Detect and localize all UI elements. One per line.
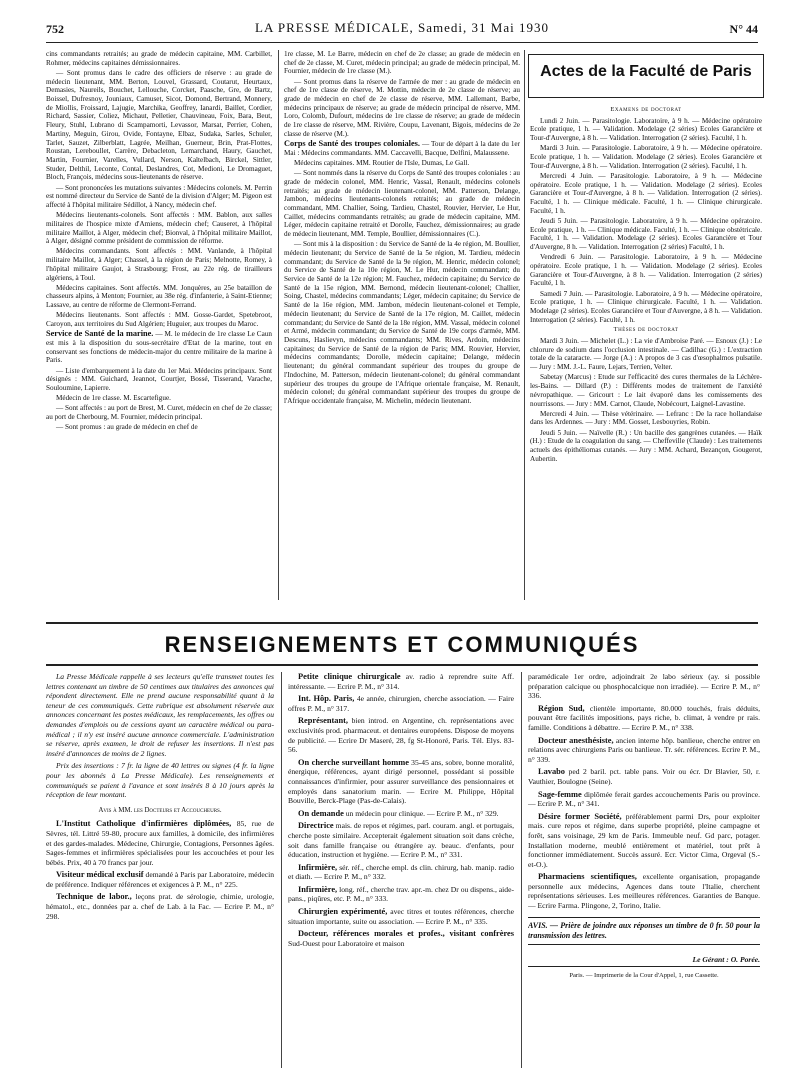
faculty-title-box bbox=[528, 54, 764, 98]
classified-ad bbox=[528, 704, 760, 733]
ad-title: L'Institut Catholique d'infirmières diplômées, bbox=[56, 819, 232, 829]
paragraph: — Sont prononcées les mutations suivantes : Médecins colonels. M. Perrin est nommé directeur du Service de Santé de la division d'Alger; M. Pigeon est affecté à l'hôpital militaire Sédillot, à Nancy, médecin chef. bbox=[46, 183, 272, 209]
classified-ad bbox=[288, 907, 514, 926]
ad-text: av. radio à reprendre suite Aff. intéressante. — Ecrire P. M., n° 314. bbox=[288, 672, 514, 691]
classified-ad bbox=[528, 790, 760, 809]
page-header bbox=[46, 18, 758, 43]
column-military-appointments bbox=[46, 50, 272, 598]
exam-entry: Vendredi 6 Juin. — Parasitologie. Laboratoire, à 9 h. — Médecine opératoire. Ecole pratique, 1 h. — Validation. Modelage (2 séries). Ecoles Garancière et Tour-d'Auvergne, à 8 h. — Validation. Interrogation (2 séries) Faculté, 1 h. bbox=[530, 253, 762, 288]
paragraph: cins commandants retraités; au grade de médecin capitaine, MM. Carbillet, Rohmer, médecins capitaines démissionnaires. bbox=[46, 50, 272, 67]
ad-text: sér. réf., cherche empl. ds clin. chirurg, hab. manip. radio et diath. — Ecrire P. M., n° 332. bbox=[288, 862, 514, 882]
paragraph: — Sont promus : au grade de médecin en chef de bbox=[56, 423, 198, 432]
printer-imprint: Paris. — Imprimerie de la Cour d'Appel, 1, rue Cassette. bbox=[569, 972, 719, 980]
column-divider bbox=[278, 50, 279, 600]
column-classifieds-1 bbox=[46, 672, 274, 1072]
paragraph: — Sont affectés : au port de Brest, M. Curet, médecin en chef de 2e classe; au port de Cherbourg, M. Fournier, médecin principal. bbox=[46, 404, 272, 422]
page-number: 752 bbox=[46, 22, 64, 36]
ad-text: un médecin pour clinique. — Ecrire P. M., n° 329. bbox=[345, 808, 499, 818]
paragraph: — Liste d'embarquement à la date du 1er Mai. Médecins principaux. Sont désignés : MM. Guichard, Jeannot, Courtjer, Bossé, Tisserand, Varache, Souloumine, Lapierre. bbox=[46, 366, 272, 393]
publisher-signature: Le Gérant : O. Porée. bbox=[528, 955, 760, 968]
ad-text: excellente organisation, propagande personnelle aux médecins, Agences dans toute l'Italie, cherchent représentations sérieuses. Les meilleures références. Garanties de Banque. — Ecrire Farma. Plingone, 2, Torino, Italie. bbox=[528, 872, 760, 911]
notice-pricing: Prix des insertions : 7 fr. la ligne de 40 lettres ou signes (4 fr. la ligne pour les abonnés à La Presse Médicale). Les renseignements et communiqués se paient à l'avance et sont insérés 8 à 10 jours après la réception de leur montant. bbox=[46, 761, 274, 800]
classified-ad bbox=[288, 758, 514, 806]
column-divider bbox=[524, 50, 525, 600]
column-divider bbox=[521, 672, 522, 1068]
ad-title: Désire former Société, bbox=[538, 811, 622, 821]
paragraph: — Sont promus dans le cadre des officiers de réserve : au grade de médecin lieutenant, MM. Berton, Louvel, Grassard, Coutarut, Heurtaux, Demasies, Naureils, Bouchet, Lellouche, Corcket, Paasche, Gre, de Bartz, Boissel, Dufresnoy, Jouniaux, Camuset, Sicot, Domond, Bertrand, Monnery, de Miollis, Froissard, Lajugie, Marchika, Geoffrey, Ianardi, Baillet, Cordier, Richard, Sassier, Coliez, Michaut, Pelletier, Chauvineau, Foix, Bara, Beut, Fleury, Stuhl, Lubrano di Scampamorti, Levassor, Marsat, Perrier, Cohen, Martiny, Meguin, Girou, Ovide, Fontayne, Elbaz, Sudaka, Sarles, Schuler, Tarlet, Sauzet, Zilberblatt, Lagrée, Meilhan, Guerneur, Brin, Prat-Flottes, Roustan, Lereboullet, Carrère, Debacleton, Lemarchand, Haury, Gauchet, Martin, Fournier, Varelles, Vullard, Nerson, Kaltelbach, Birckel, Sittler, Studer, Delthil, Leconte, Contal, Deslandres, Cot, Medioni, Le Dromaguet, Bloch, François, médecins sous-lieutenants de réserve. bbox=[46, 68, 272, 182]
notice-heading: Avis à MM. les Docteurs et Accoucheurs. bbox=[98, 806, 222, 814]
column-faculty-acts bbox=[530, 104, 762, 598]
ad-text: 85, rue de Sèvres, tél. Littré 59-80, procure aux familles, à domicile, des infirmières et des gardes-malades. Médecine, Chirurgie, Contagions, Personnes âgées. Sages-femmes et infirmières spécialisées pour les accouchées et pour les bébés. Prix, 40 à 70 francs par jour. bbox=[46, 819, 274, 867]
ad-title: Directrice bbox=[298, 821, 334, 831]
paragraph: — Sont mis à la disposition : du Service de Santé de la 4e région, M. Boullier, médecin lieutenant; du Service de Santé de la 5e région, M. Tardieu, médecin commandant; du Service de Santé de la 9e région, M. Henric, médecin colonel; du Service de Santé de la 10e région, M. Le Hur, médecin commandant; du Service de Santé de la 12e région; M. Fauchez, médecin capitaine; du Service de Santé de la 15e région, MM. Bernond, médecin lieutenant-colonel; Challier, Soing, Chastel, médecins commandants; Léger, médecin capitaine; du Service de Santé de la 16e région, MM. Jambon, médecin lieutenant-colonel et Temple, médecin lieutenant; du Service de Santé de la 17e région, M. Caillet, médecin commandant; du Service de Santé de la 18e région, MM. Vassal, médecin colonel et Armé, médecin commandant; du Service de Santé de 19e corps d'armée, MM. Descuns, Haslievyn, médecins commandants; MM. Rives, Ardoin, médecins capitaines; du Service de Santé de la région de Paris; MM. Rouvier, Hervier, médecins commandants; Dorolle, médecin capitaine; Delange, médecin lieutenant; du général commandant supérieur des troupes du groupe de l'Indochine, M. Patterson, médecin lieutenant-colonel; du général commandant supérieur des troupes du groupe de l'Afrique orientale française, M. Renault, médecin colonel; du général commandant supérieur des troupes du groupe de l'Afrique occidentale française, M. Michelin, médecin lieutenant. bbox=[284, 240, 520, 405]
paragraph bbox=[46, 330, 272, 365]
ad-title: On cherche surveillant homme bbox=[298, 757, 409, 767]
classified-ad bbox=[46, 892, 274, 921]
newspaper-title: LA PRESSE MÉDICALE, Samedi, 31 Mai 1930 bbox=[255, 20, 549, 35]
classified-ad bbox=[288, 863, 514, 882]
exam-entry: Jeudi 5 Juin. — Parasitologie. Laboratoire, à 9 h. — Médecine opératoire. Ecole pratique, 1 h. — Clinique médicale. Faculté, 1 h. — Clinique obstétricale. Faculté, 1 h. — Validation. Modelage (2 séries). Ecoles Garancière et Tour d'Auvergne, 8 h. — Validation. Interrogation (2 séries) Faculté, 1 h. bbox=[530, 216, 762, 252]
paragraph: — Sont promus dans la réserve de l'armée de mer : au grade de médecin en chef de 1re classe de réserve, M. Mottin, médecin de 2e classe de réserve; au grade de médecin en chef de 2e classe de réserve, MM. Lallemant, Barbe, médecins principaux de réserve; au grade de médecin principal de réserve, MM. Loro, Colomb, Dufourt, médecins de 1re classe de réserve; au grade de médecin de 1re classe de réserve, MM. Rivière, Coupu, Lavenant, Bigois, médecins de 2e classe de réserve (M.). bbox=[284, 77, 520, 138]
ad-text: ancien interne hôp. banlieue, cherche entrer en relations avec chirurgiens Paris ou banlieue. Tr. sér. références. Ecrire P. M., n° 339. bbox=[528, 735, 760, 764]
ad-title: Docteur anesthésiste, bbox=[538, 735, 614, 745]
classified-ad bbox=[288, 716, 514, 754]
paragraph-text: — M. le médecin de 1re classe Le Caun est mis à la disposition du sous-secrétaire d'Etat de la marine, tout en conservant ses fonctions de médecin-major du centre militaire de la marine à Paris. bbox=[46, 330, 272, 365]
ad-text: clientèle importante, 80.000 touchés, frais déduits, pouvant être facilités impositions, pays riche, b. climat, à vendre pr rais. famille. Conditions à débattre. — Ecrire P. M., n° 338. bbox=[528, 703, 760, 732]
paragraph: Médecins lieutenants-colonels. Sont affectés : MM. Bablon, aux salles militaires de l'hospice mixte d'Amiens, médecin chef; Causeret, à l'hôpital militaire Maillot, à Alger, médecin chef; Bionval, à l'hôpital militaire Maillot, à Alger, désigné comme président de commission de réforme. bbox=[46, 211, 272, 246]
classified-ad bbox=[288, 821, 514, 859]
ad-title: Infirmière, bbox=[298, 862, 338, 872]
classified-ad bbox=[46, 819, 274, 867]
ad-title: Région Sud, bbox=[538, 703, 585, 713]
ad-title: Chirurgien expérimenté, bbox=[298, 907, 388, 917]
paragraph: Médecin de 1re classe. M. Escartefigue. bbox=[56, 394, 171, 403]
ad-text: Sud-Ouest pour Laboratoire et maison bbox=[288, 938, 405, 948]
paragraph-text: — Tour de départ à la date du 1er Mai : Médecins commandants. MM. Caccavelli, Bacque, Delfini, Malaussene. bbox=[284, 140, 520, 157]
ad-text: préférablement parmi Drs, pour exploiter mais. cure repos et régime, dans superbe propriété, pleine campagne et forêt, sans voisinage, 29 km de Paris. Immeuble neuf. Gd parc, potager. Installation moderne, meublé entièrement et matériel, tout prêt à fonctionner immédiatement. Succès assuré. Ecr. Victor Cima, Orgeval (S.-et-O.). bbox=[528, 811, 760, 869]
ad-text: ped 2 baril. pct. table pans. Voir ou écr. Dr Blavier, 50, r. Vauthier, Boulogne (Seine). bbox=[528, 767, 760, 786]
exam-entry: Samedi 7 Juin. — Parasitologie. Laboratoire, à 9 h. — Médecine opératoire, Ecole pratique, 1 h. — Clinique chirurgicale. Faculté, 1 h. — Validation. Modelage (2 séries). Ecoles Garancière et Tour d'Auvergne, à 8 h. — Validation. Interrogation (2 séries). Faculté, 1 h. bbox=[530, 289, 762, 324]
ad-text: demandé à Paris par Laboratoire, médecin de préférence. Indiquer références et exigences à P. M., n° 225. bbox=[46, 870, 274, 889]
ad-text: 4e année, chirurgien, cherche association. — Faire offres P. M., n° 317. bbox=[288, 694, 514, 713]
ad-title: Pharmaciens scientifiques, bbox=[538, 872, 637, 882]
column-divider bbox=[281, 672, 282, 1068]
ad-text: leçons prat. de sérologie, chimie, urologie, hématol., etc., données par a. chef de Lab. à la Fac. — Ecrire P. M., n° 298. bbox=[46, 892, 274, 921]
ad-title: Visiteur médical exclusif bbox=[56, 870, 144, 880]
section-banner bbox=[46, 622, 758, 666]
paragraph bbox=[284, 140, 520, 157]
ad-title: Infirmière, bbox=[298, 884, 338, 894]
exam-entry: Lundi 2 Juin. — Parasitologie. Laboratoire, à 9 h. — Médecine opératoire Ecole pratique, 1 h. — Validation. Modelage (2 séries) Ecoles Garancière et Tour-d'Auvergne, à 8 h. — Validation. Interrogation (2 séries). Faculté, 1 h. bbox=[530, 116, 762, 143]
thesis-entry: Jeudi 5 Juin. — Naïvelle (R.) : Un bacille des gangrènes cutanées. — Haïk (H.) : Etude de la coagulation du sang. — Cheffeville (Claude) : Les traitements actuels des épithéliomas cutanés. — Jury : MM. Achard, Bezançon, Gougerot, Aubertin. bbox=[530, 428, 762, 463]
column-classifieds-2 bbox=[288, 672, 514, 1072]
exam-heading: Examens de doctorat bbox=[610, 106, 682, 113]
paragraph: Médecins commandants. Sont affectés : MM. Vanlande, à l'hôpital militaire Maillot, à Alger; Chassel, à la région de Paris; Melnotte, Romey, à l'hôpital militaire Gaujot, à Strasbourg; Frost, au 22e rég. de tirailleurs algériens, à Toul. bbox=[46, 247, 272, 282]
classified-ad bbox=[288, 809, 514, 819]
ad-text: avec titres et toutes références, cherche situation importante, suite ou association. — Ecrire P. M., n° 335. bbox=[288, 907, 514, 926]
ad-text: bien introd. en Argentine, ch. représentations avec exclusivités prod. pharmaceut. et dentaires européens. Dispose de moyens de publicité. — Ecrire Dr Maseré, 28, fg St-Honoré, Paris. Tél. Elys. 83-56. bbox=[288, 716, 514, 755]
paragraph: 1re classe, M. Le Barre, médecin en chef de 2e classe; au grade de médecin en chef de 2e classe, M. Curet, médecin principal; au grade de médecin principal, M. Fournier, médecin de 1re classe (M.). bbox=[284, 50, 520, 76]
ad-text: diplômée ferait gardes accouchements Paris ou province. — Ecrire P. M., n° 341. bbox=[528, 789, 760, 809]
faculty-title: Actes de la Faculté de Paris bbox=[540, 63, 752, 80]
ad-text: long. réf., cherche trav. apr.-m. chez Dr ou dispens., aide-pans., piqûres, etc. P. M., n° 333. bbox=[288, 884, 514, 904]
classified-ad bbox=[528, 872, 760, 910]
classified-ad bbox=[288, 929, 514, 948]
classified-ad bbox=[288, 672, 514, 691]
ad-title: Technique de labor., bbox=[56, 892, 132, 902]
notice-intro: La Presse Médicale rappelle à ses lecteurs qu'elle transmet toutes les lettres contenant un timbre de 50 centimes aux titulaires des annonces qui répondent directement. Elle ne prend aucune responsabilité quant à la teneur de ces communiqués. Cette rubrique est absolument réservée aux annonces concernant les postes médicaux, les remplacements, les offres ou demandes d'emplois ou de cessions ayant un caractère médical ou para-médical ; il n'y est inséré aucune annonce commerciale. L'administration se réserve, après examen, le droit de refuser les insertions. Il n'est pas inséré d'annonces de moins de 2 lignes. bbox=[46, 672, 274, 758]
ad-title: Int. Hôp. Paris, bbox=[298, 694, 355, 704]
exam-entry: Mardi 3 Juin. — Parasitologie. Laboratoire, à 9 h. — Médecine opératoire. Ecole pratique, 1 h. — Validation. Modelage (2 séries). Ecoles Garancière et Tour-d'Auvergne, à 8 h. — Validation. Interrogation (2 séries). Faculté, 1 h. bbox=[530, 144, 762, 170]
paragraph: — Sont nommés dans la réserve du Corps de Santé des troupes coloniales : au grade de médecin colonel, MM. Henric, Vassal, Renault, médecins colonels retraités; au grade de médecin lieutenant-colonel, MM. Patterson, Delange, Jambon, médecins lieutenants-colonels retraités; au grade de médecin commandant, MM. Challier, Soing, Tardieu, Chastel, Rouvier, Hervier, Le Hur, Caillet, médecins commandants retraités; au grade de médecin capitaine, MM. Léger, médecin capitaine retraité et Dorolle, Fauchez, démissionnaires; au grade de médecin lieutenant, MM. Temple, Boullier, démissionnaires (C.). bbox=[284, 169, 520, 239]
paragraph: Médecins capitaines. Sont affectés. MM. Jonquères, au 25e bataillon de chasseurs alpins, à Menton; Fournier, au 38e rég. d'infanterie, à Saint-Etienne; Lassave, au centre de réforme de Clermont-Ferrand. bbox=[46, 283, 272, 310]
classified-ad bbox=[528, 767, 760, 786]
ad-title: Lavabo bbox=[538, 767, 565, 777]
thesis-entry: Sabetay (Marcus) : Etude sur l'efficacité des cures thermales de la Léchère-les-Bains. — Dillard (P.) : Différents modes de traitement de l'anxiété névropathique. — Gricourt : Le lait évaporé dans les comissements des nourrissons. — Jury : MM. Carnot, Claude, Nobécourt, Laignel-Lavastine. bbox=[530, 373, 762, 408]
ad-text: mais. de repos et régimes, parl. couram. angl. et portugais, cherche poste similaire. Accepterait également situation soit dans crèche, soit dans famille française ou étrangère ay. beauc. d'enfants, pour éducation, instruction et hygiène. — Ecrire P. M., n° 331. bbox=[288, 821, 514, 860]
column-navy-colonial bbox=[284, 50, 520, 598]
banner-title: RENSEIGNEMENTS ET COMMUNIQUÉS bbox=[164, 632, 640, 657]
ad-title: Petite clinique chirurgicale bbox=[298, 672, 401, 681]
thesis-heading: Thèses de doctorat bbox=[613, 326, 679, 334]
avis-notice: AVIS. — Prière de joindre aux réponses un timbre de 0 fr. 50 pour la transmission des lettres. bbox=[528, 917, 760, 945]
classified-ad bbox=[288, 885, 514, 904]
thesis-entry: Mardi 3 Juin. — Michelet (L.) : La vie d'Ambroise Paré. — Esnoux (J.) : Le chlorure de sodium dans l'occlusion intestinale. — Cadilhac (G.) : L'extraction totale de la cataracte. — Jorge (A.) : A propos de 3 cas d'œsophalmos pulsatile. — Jury : MM. J.-L. Faure, Lejars, Terrien, Velter. bbox=[530, 337, 762, 372]
ad-title: Sage-femme bbox=[538, 789, 582, 799]
exam-entry: Mercredi 4 Juin. — Parasitologie. Laboratoire, à 9 h. — Médecine opératoire. Ecole pratique, 1 h. — Validation. Modelage (2 séries). Ecoles Garancière et Tour-d'Auvergne, à 8 h. — Validation. Interrogation (2 séries). Faculté, 1 h. — Clinique médicale. Faculté, 1 h. — Clinique chirurgicale. Faculté, 1 h. bbox=[530, 171, 762, 215]
issue-number: N° 44 bbox=[729, 22, 758, 36]
classified-ad bbox=[288, 694, 514, 713]
classified-ad bbox=[528, 736, 760, 765]
section-heading: Service de Santé de la marine. bbox=[46, 329, 154, 339]
classified-ad bbox=[46, 870, 274, 889]
ad-title: Représentant, bbox=[298, 716, 349, 726]
paragraph: Médecins capitaines. MM. Routier de l'Isle, Dumas, Le Gall. bbox=[294, 158, 470, 167]
ad-title: On demande bbox=[298, 808, 344, 818]
ad-title: Docteur, références morales et profes., visitant confrères bbox=[298, 929, 514, 939]
classified-ad bbox=[528, 812, 760, 870]
ad-text: 35-45 ans, sobre, bonne moralité, énergique, références, ayant dirigé personnel, possédant si possible connaissances d'infirmier, pour assurer surveillance des pensionnaires et employés dans sanatorium marin. — Ecrire M. Philippe, Hôpital Bouville, Berck-Plage (Pas-de-Calais). bbox=[288, 757, 514, 806]
paragraph: Médecins lieutenants. Sont affectés : MM. Gosse-Gardet, Spetebroot, Caroyon, aux territoires du Sud Algérien; Huguier, aux troupes du Maroc. bbox=[46, 311, 272, 329]
thesis-entry: Mercredi 4 Juin. — Thèse vétérinaire. — Lefranc : De la race hollandaise dans les Ardennes. — Jury : MM. Gosset, Lesbouyries, Robin. bbox=[530, 409, 762, 427]
column-classifieds-3 bbox=[528, 672, 760, 1072]
section-heading: Corps de Santé des troupes coloniales. bbox=[284, 139, 420, 149]
classified-ad: paramédicale 1er ordre, adjoindrait 2e labo sérieux (ay. si possible préparation calcique ou phosphocalcique non irradiée). — Ecrire P. M., n° 336. bbox=[528, 672, 760, 701]
